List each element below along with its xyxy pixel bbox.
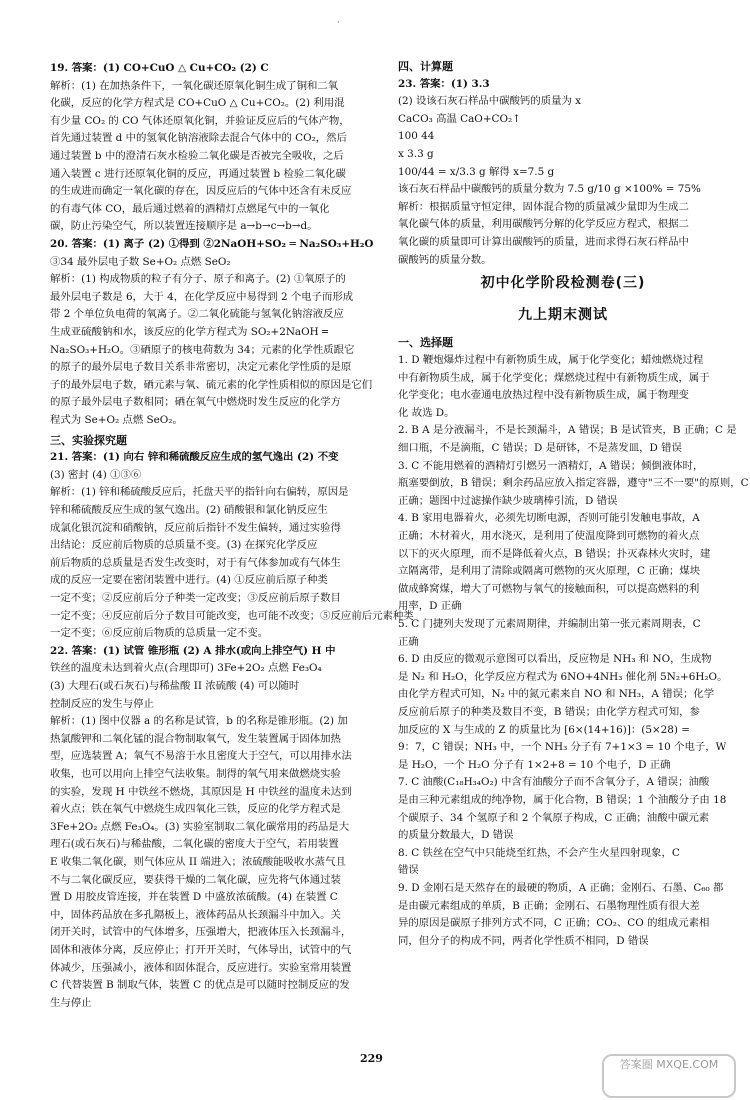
left-line: 生与停止 bbox=[50, 996, 92, 1009]
right-line: 瓶塞要倒放，B 错误；剩余药品应放入指定容器，遵守"三不一要"的原则，C bbox=[398, 477, 749, 490]
right-line: 3. C 不能用燃着的酒精灯引燃另一酒精灯，A 错误；倾倒液体时， bbox=[398, 459, 704, 472]
left-line: Na₂SO₃+H₂O。③硒原子的核电荷数为 34；元素的化学性质跟它 bbox=[50, 343, 355, 356]
left-line: 置 D 用胶皮管连接，并在装置 D 中盛放浓硫酸。(4) 在装置 C bbox=[50, 891, 338, 904]
left-line: 的原子最外层电子数相同；硒在氧气中燃烧时发生反应的化学方 bbox=[50, 396, 341, 409]
left-line: 闭开关时，试管中的气体增多，压强增大，把液体压入长颈漏斗， bbox=[50, 926, 352, 939]
left-line: 铁丝的温度未达到着火点(合理即可) 3Fe+2O₂ 点燃 Fe₃O₄ bbox=[50, 662, 322, 675]
left-line: 的原子的最外层电子数目关系非常密切，决定元素化学性质的是原 bbox=[50, 361, 352, 374]
left-line: 解析：(1) 构成物质的粒子有分子、原子和离子。(2) ①氧原子的 bbox=[50, 273, 346, 286]
right-line: 一、选择题 bbox=[398, 336, 453, 350]
right-line: 9. D 金刚石是天然存在的最硬的物质，A 正确；金刚石、石墨、C₆₀ 都 bbox=[398, 882, 724, 894]
left-line: 解析：(1) 在加热条件下，一氧化碳还原氧化铜生成了铜和二氧 bbox=[50, 79, 339, 92]
left-line: 生成亚硫酸钠和水，该反应的化学方程式为 SO₂+2NaOH ═ bbox=[50, 326, 329, 338]
right-line: 由化学方程式可知，N₂ 中的氮元素来自 NO 和 NH₃，A 错误；化学 bbox=[398, 688, 715, 701]
right-line: 是由三种元素组成的纯净物，属于化合物，B 错误；1 个油酸分子由 18 bbox=[398, 794, 727, 806]
right-line: 加反应的 X 与生成的 Z 的质量比为 [6×(14+16)]：(5×28) = bbox=[398, 723, 690, 736]
right-line: 9：7，C 错误；NH₃ 中，一个 NH₃ 分子有 7+1×3 = 10 个电子，W bbox=[398, 741, 727, 754]
left-line: C 代替装置 B 制取气体，装置 C 的优点是可以随时控制反应的发 bbox=[50, 979, 350, 992]
left-line: 的生成进而确定一氧化碳的存在，因反应后的气体中还含有未反应 bbox=[50, 185, 352, 198]
left-line: 的有毒气体 CO，最后通过燃着的酒精灯点燃尾气中的一氧化 bbox=[50, 202, 330, 215]
left-line: 解析：(1) 图中仪器 a 的名称是试管，b 的名称是锥形瓶。(2) 加 bbox=[50, 715, 348, 728]
left-line: 首先通过装置 d 中的氢氧化钠溶液除去混合气体中的 CO₂，然后 bbox=[50, 132, 347, 145]
right-line: 100/44 = x/3.3 g 解得 x=7.5 g bbox=[398, 165, 555, 178]
left-line: 碳，防止污染空气，所以装置连接顺序是 a→b→c→b→d。 bbox=[50, 220, 318, 233]
right-line: x 3.3 g bbox=[398, 148, 434, 160]
left-line: 3Fe+2O₂ 点燃 Fe₃O₄。(3) 实验室制取二氧化碳常用的药品是大 bbox=[50, 820, 350, 833]
right-line: 反应前后原子的种类及数目不变，B 错误；由化学方程式可知，参 bbox=[398, 706, 700, 718]
left-line: 程式为 Se+O₂ 点燃 SeO₂。 bbox=[50, 414, 183, 426]
left-line: 型，应选装置 A；氧气不易溶于水且密度大于空气，可以用排水法 bbox=[50, 750, 352, 763]
left-line: 通过装置 b 中的澄清石灰水检验二氧化碳是否被完全吸收，之后 bbox=[50, 150, 344, 162]
right-line: 错误 bbox=[398, 864, 419, 877]
left-line: 22. 答案：(1) 试管 锥形瓶 (2) A 排水(或向上排空气) H 中 bbox=[50, 644, 336, 657]
right-line: 6. D 由反应的微观示意图可以看出，反应物是 NH₃ 和 NO，生成物 bbox=[398, 653, 712, 666]
left-line: (3) 大理石(或石灰石)与稀盐酸 ⅠⅠ 浓硫酸 (4) 可以随时 bbox=[50, 680, 300, 692]
left-line: 子的最外层电子数，硒元素与氧、硫元素的化学性质相似的原因是它们 bbox=[50, 378, 373, 391]
right-line: 正确；木材着火，用水浇灭，是利用了使温度降到可燃物的着火点 bbox=[398, 530, 700, 542]
right-line: 初中化学阶段检测卷(三) bbox=[480, 275, 646, 292]
left-line: (3) 密封 (4) ①③⑥ bbox=[50, 468, 142, 481]
left-line: 固体和液体分离，反应停止；打开开关时，气体导出，试管中的气 bbox=[50, 944, 352, 956]
right-line: 正确；题图中过滤操作缺少玻璃棒引流，D 错误 bbox=[398, 494, 618, 507]
right-line: 正确 bbox=[398, 635, 419, 648]
left-line: 一定不变；②反应前后分子种类一定改变；③反应前后原子数目 bbox=[50, 592, 341, 604]
left-line: 体减少，压强减小，液体和固体混合，反应进行。实验室常用装置 bbox=[50, 961, 352, 974]
right-line: CaCO₃ 高温 CaO+CO₂↑ bbox=[398, 112, 521, 125]
left-line: 20. 答案：(1) 离子 (2) ①得到 ②2NaOH+SO₂ ═ Na₂SO₃+H₂O bbox=[50, 238, 374, 250]
right-line: 氧化碳的质量即可计算出碳酸钙的质量，进而求得石灰石样品中 bbox=[398, 236, 689, 248]
right-line: 的质量分数最大，D 错误 bbox=[398, 829, 514, 842]
right-line: 异的原因是碳原子排列方式不同，C 正确；CO₂、CO 的组成元素相 bbox=[398, 917, 710, 930]
left-line: 理石(或石灰石)与稀盐酸，二氧化碳的密度大于空气，若用装置 bbox=[50, 838, 339, 851]
right-line: 立隔离带，是利用了清除或隔离可燃物的灭火原理，C 正确；煤块 bbox=[398, 565, 701, 578]
right-line: 四、计算题 bbox=[398, 60, 453, 73]
right-line: 8. C 铁丝在空气中只能烧至红热，不会产生火星四射现象，C bbox=[398, 846, 680, 859]
left-line: 不与二氧化碳反应，要获得干燥的二氧化碳，应先将气体通过装 bbox=[50, 873, 341, 886]
left-line: 前后物质的总质量是否发生改变时，对于有气体参加或有气体生 bbox=[50, 556, 341, 569]
left-line: 热氯酸钾和二氧化锰的混合物制取氧气，发生装置属于固体加热 bbox=[50, 732, 341, 745]
left-line: 一定不变；④反应前后分子数目可能改变，也可能不改变；⑤反应前后元素种类 bbox=[50, 609, 414, 622]
right-line: 以下的灭火原理，而不是降低着火点，B 错误；扑灭森林火灾时，建 bbox=[398, 547, 711, 560]
right-line: 2. B A 是分液漏斗，不是长颈漏斗，A 错误；B 是试管夹，B 正确；C 是 bbox=[398, 424, 737, 437]
right-line: 细口瓶，不是滴瓶，C 错误；D 是研钵，不是蒸发皿，D 错误 bbox=[398, 442, 682, 454]
page-mark: · bbox=[337, 18, 340, 27]
left-line: ③34 最外层电子数 Se+O₂ 点燃 SeO₂ bbox=[50, 255, 231, 268]
right-line: 5. C 门捷列夫发现了元素周期律，并编制出第一张元素周期表，C bbox=[398, 618, 701, 630]
right-line: 23. 答案：(1) 3.3 bbox=[398, 77, 490, 90]
left-line: 通入装置 c 进行还原氧化铜的反应，再通过装置 b 检验二氧化碳 bbox=[50, 167, 346, 180]
left-line: 收集，也可以用向上排空气法收集。制得的氧气用来做燃烧实验 bbox=[50, 768, 341, 780]
left-line: 21. 答案：(1) 向右 锌和稀硫酸反应生成的氢气逸出 (2) 不变 bbox=[50, 451, 339, 464]
right-line: (2) 设该石灰石样品中碳酸钙的质量为 x bbox=[398, 95, 582, 108]
right-line: 是 H₂O，一个 H₂O 分子有 1×2+8 = 10 个电子，D 正确 bbox=[398, 758, 671, 771]
right-line: 是 N₂ 和 H₂O，化学反应方程式为 6NO+4NH₃ 催化剂 5N₂+6H₂O。 bbox=[398, 670, 728, 683]
right-line: 做成蜂窝煤，增大了可燃物与氧气的接触面积，可以提高燃料的利 bbox=[398, 582, 700, 595]
right-line: 中有新物质生成，属于化学变化；煤燃烧过程中有新物质生成，属于 bbox=[398, 371, 710, 384]
left-line: 成的反应一定要在密闭装置中进行。(4) ①反应前后原子种类 bbox=[50, 574, 328, 587]
right-line: 碳酸钙的质量分数。 bbox=[398, 253, 492, 266]
left-line: 一定不变；⑥反应前后物质的总质量一定不变。 bbox=[50, 627, 269, 640]
left-line: 着火点；铁在氧气中燃烧生成四氧化三铁，反应的化学方程式是 bbox=[50, 803, 341, 816]
left-line: 中，固体药品放在多孔隔板上，液体药品从长颈漏斗中加入。关 bbox=[50, 908, 341, 921]
right-line: 氧化碳气体的质量，利用碳酸钙分解的化学反应方程式，根据二 bbox=[398, 218, 689, 231]
watermark-logo: 答案圈 MXQE.COM bbox=[602, 1054, 736, 1098]
left-line: 的实验，发现 H 中铁丝不燃烧，其原因是 H 中铁丝的温度未达到 bbox=[50, 785, 352, 798]
left-line: 控制反应的发生与停止 bbox=[50, 697, 154, 710]
left-line: 解析：(1) 锌和稀硫酸反应后，托盘天平的指针向右偏转，原因是 bbox=[50, 486, 349, 499]
right-line: 同，但分子的构成不同，两者化学性质不相同，D 错误 bbox=[398, 934, 649, 947]
left-line: E 收集二氧化碳，则气体应从 ⅠⅠ 端进入；浓硫酸能吸收水蒸气且 bbox=[50, 856, 346, 868]
left-line: 有少量 CO₂ 的 CO 气体还原氧化铜，并验证反应后的气体产物， bbox=[50, 114, 350, 127]
left-line: 成氯化银沉淀和硝酸钠，反应前后指针不发生偏转，通过实验得 bbox=[50, 521, 341, 534]
right-line: 解析：根据质量守恒定律，固体混合物的质量减少量即为生成二 bbox=[398, 200, 689, 213]
left-line: 三、实验探究题 bbox=[50, 433, 127, 447]
right-line: 7. C 油酸(C₁₈H₃₄O₂) 中含有油酸分子而不含氧分子，A 错误；油酸 bbox=[398, 776, 710, 789]
right-line: 个碳原子、34 个氢原子和 2 个氧原子构成，C 正确；油酸中碳元素 bbox=[398, 811, 710, 824]
right-line: 该石灰石样品中碳酸钙的质量分数为 7.5 g/10 g ×100% = 75% bbox=[398, 183, 701, 196]
right-line: 4. B 家用电器着火，必须先切断电源，否则可能引发触电事故，A bbox=[398, 512, 700, 525]
page-number: 229 bbox=[360, 1052, 383, 1065]
right-line: 1. D 鞭炮爆炸过程中有新物质生成，属于化学变化；蜡烛燃烧过程 bbox=[398, 354, 704, 366]
right-line: 是由碳元素组成的单质，B 正确；金刚石、石墨物理性质有很大差 bbox=[398, 899, 700, 912]
right-line: 用率，D 正确 bbox=[398, 600, 462, 613]
right-line: 九上期末测试 bbox=[518, 306, 608, 323]
left-line: 锌和稀硫酸反应生成的氢气逸出。(2) 硝酸银和氯化钠反应生 bbox=[50, 504, 328, 516]
right-line: 化学变化；电水壶通电放热过程中没有新物质生成，属于物理变 bbox=[398, 389, 689, 402]
right-line: 化 故选 D。 bbox=[398, 406, 455, 419]
right-line: 100 44 bbox=[398, 130, 435, 143]
left-line: 出结论：反应前后物质的总质量不变。(3) 在探究化学反应 bbox=[50, 539, 318, 552]
left-line: 化碳，反应的化学方程式是 CO+CuO △ Cu+CO₂。(2) 利用混 bbox=[50, 97, 345, 110]
left-line: 最外层电子数是 6，大于 4，在化学反应中易得到 2 个电子而形成 bbox=[50, 290, 354, 303]
left-line: 19. 答案：(1) CO+CuO △ Cu+CO₂ (2) C bbox=[50, 62, 269, 74]
left-line: 带 2 个单位负电荷的氧离子。②二氧化硫能与氢氧化钠溶液反应 bbox=[50, 308, 344, 321]
